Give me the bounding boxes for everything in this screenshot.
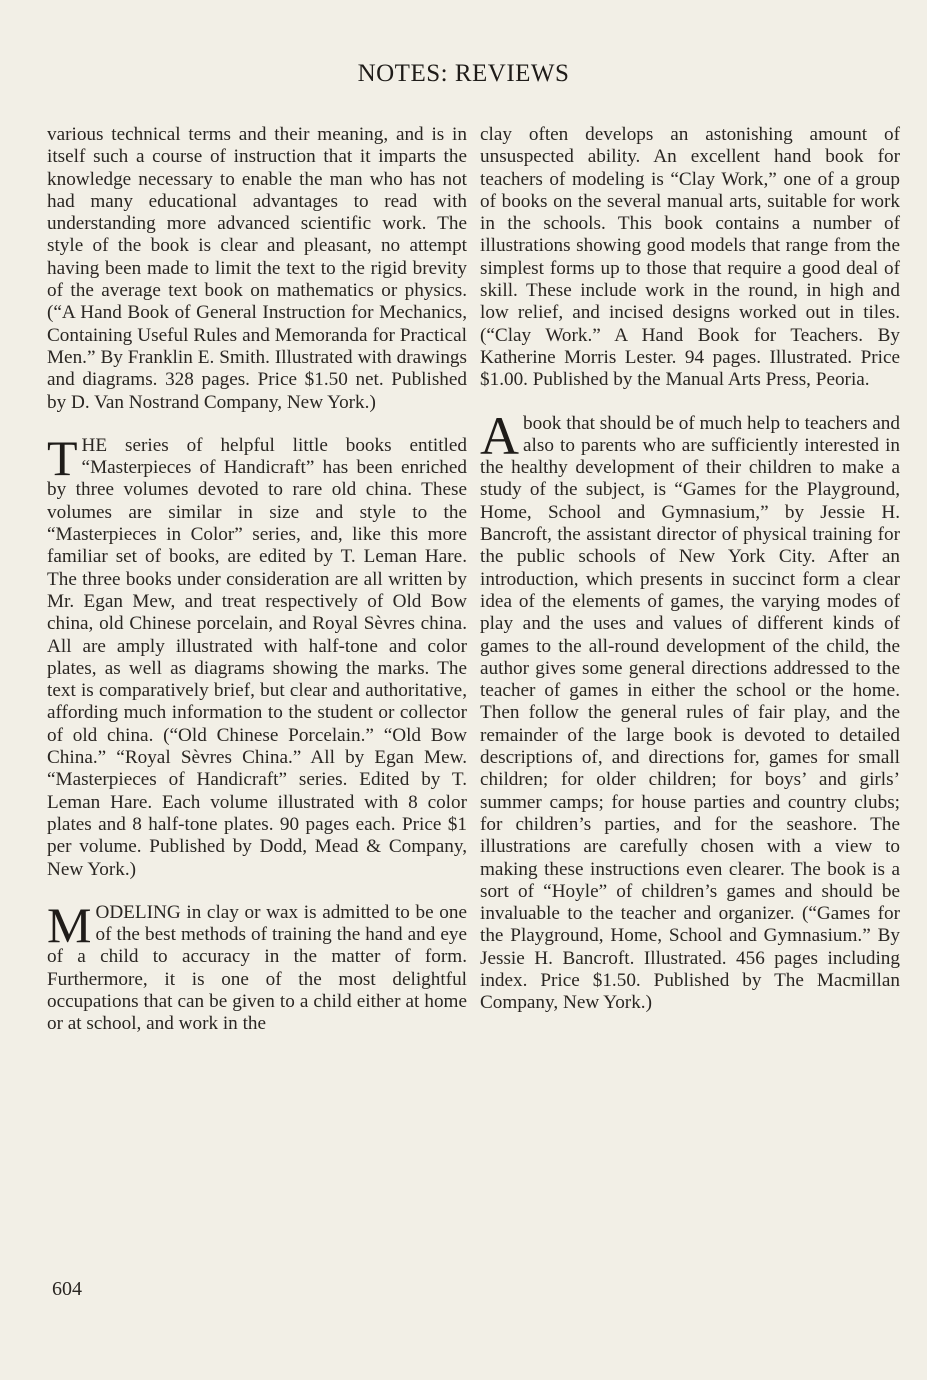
drop-cap: M [47, 896, 92, 953]
paragraph-text: HE series of helpful little books entitled “Masterpieces of Handicraft” has been enriched by three volumes devoted to rare old china. These volumes are similar in size and style to the “Masterpieces in Color” series, and, like this more familiar set of books, are edited by T. Leman Hare. The three books under consideration are all written by Mr. Egan Mew, and treat respectively of Old Bow china, old Chinese porcelain, and Royal Sèvres china. All are amply illustrated with half-tone and color plates, as well as diagrams showing the marks. The text is comparatively brief, but clear and authoritative, affording much information to the student or collector of old china. (“Old Chinese Porcelain.” “Old Bow China.” “Royal Sèvres China.” All by Egan Mew. “Masterpieces of Handicraft” series. Edited by T. Leman Hare. Each volume illustrated with 8 color plates and 8 half-tone plates. 90 pages each. Price $1 per volume. Published by Dodd, Mead & Company, New York.) [47, 434, 467, 880]
drop-cap: A [480, 405, 519, 466]
paragraph-text: book that should be of much help to teachers and also to parents who are sufficiently interested in the healthy development of their children to make a study of the subject, is “Games for the Playground, Home, School and Gymnasium,” by Jessie H. Bancroft, the assistant director of physical training for the public schools of New York City. After an introduction, which presents in succinct form a clear idea of the elements of games, the varying modes of play and the uses and values of different kinds of games to the all-round development of the child, the author gives some general directions addressed to the teacher of games in either the school or the home. Then follow the general rules of fair play, and the remainder of the large book is devoted to detailed descriptions of, and directions for, games for small children; for older children; for boys’ and girls’ summer camps; for house parties and country clubs; for children’s parties, and for the seashore. The illustrations are carefully chosen with a view to making these instructions even clearer. The book is a sort of “Hoyle” of children’s games and should be invaluable to the teacher and organizer. (“Games for the Playground, Home, School and Gymnasium.” By Jessie H. Bancroft. Illustrated. 456 pages including index. Price $1.50. Published by The Macmillan Company, New York.) [480, 412, 900, 1014]
page-number: 604 [52, 1278, 82, 1300]
review-paragraph-mechanics: various technical terms and their meaning, and is in itself such a course of instruction that it imparts the knowledge necessary to enable the man who has not had many educational advantages to read with understanding more advanced scientific work. The style of the book is clear and pleasant, no attempt having been made to limit the text to the rigid brevity of the average text book on mathematics or physics. (“A Hand Book of General Instruction for Mechanics, Containing Useful Rules and Memoranda for Practical Men.” By Franklin E. Smith. Illustrated with drawings and diagrams. 328 pages. Price $1.50 net. Published by D. Van Nostrand Company, New York.) [47, 124, 467, 413]
review-paragraph-modeling [47, 896, 467, 1036]
drop-cap: T [47, 429, 78, 486]
left-column [47, 124, 467, 1036]
review-paragraph-clay-work: clay often develops an astonishing amount of unsuspected ability. An excellent hand book for teachers of modeling is “Clay Work,” one of a group of books on the several manual arts, suitable for work in the schools. This book contains a number of illustrations showing good models that range from the simplest forms up to those that require a good deal of skill. These include work in the round, in high and low relief, and incised designs worked out in tiles. (“Clay Work.” A Hand Book for Teachers. By Katherine Morris Lester. 94 pages. Illustrated. Price $1.00. Published by the Manual Arts Press, Peoria. [480, 124, 900, 391]
review-paragraph-games [480, 405, 900, 1015]
paragraph-text: ODELING in clay or wax is admitted to be one of the best methods of training the hand and eye of a child to accuracy in the matter of form. Furthermore, it is one of the most delightful occupations that can be given to a child either at home or at school, and work in the [47, 901, 467, 1035]
page-title: NOTES: REVIEWS [357, 60, 570, 87]
right-column [480, 124, 900, 1015]
review-paragraph-china [47, 429, 467, 881]
